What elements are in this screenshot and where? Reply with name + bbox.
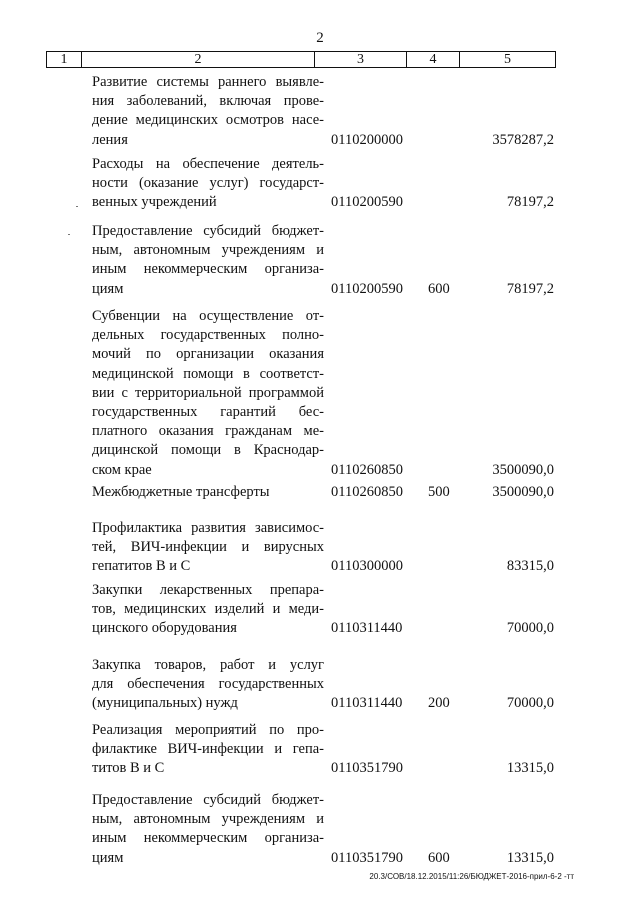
row-description-line: ности (оказание услуг) государст- <box>92 175 324 192</box>
row-description-line: ным, автономным учреждениям и <box>92 811 324 828</box>
document-footer: 20.3/СОВ/18.12.2015/11:26/БЮДЖЕТ-2016-прил-6-2 -тт <box>369 872 574 881</box>
row-target-code: 0110311440 <box>331 620 403 637</box>
row-amount: 78197,2 <box>506 280 554 297</box>
row-amount: 3578287,2 <box>492 131 554 148</box>
row-description-line: дельных государственных полно- <box>92 327 324 344</box>
row-amount: 3500090,0 <box>492 484 554 500</box>
row-description-line: платного оказания гражданам ме- <box>92 423 324 440</box>
row-amount: 78197,2 <box>506 194 554 211</box>
column-header-3: 3 <box>315 52 407 68</box>
row-description-line: циям <box>92 280 124 297</box>
row-description-line: ния заболеваний, включая прове- <box>92 93 324 110</box>
row-description-line: цинского оборудования <box>92 620 237 637</box>
row-expense-type: 500 <box>428 484 450 500</box>
row-description-line: гепатитов В и С <box>92 558 191 575</box>
column-header-4: 4 <box>407 52 460 68</box>
row-description-line: Закупка товаров, работ и услуг <box>92 657 324 673</box>
row-target-code: 0110311440 <box>331 695 403 712</box>
row-description-line: Развитие системы раннего выявле- <box>92 74 324 90</box>
row-description-line: мочий по организации оказания <box>92 346 324 363</box>
row-description-line: тов, медицинских изделий и меди- <box>92 601 324 618</box>
row-description-line: циям <box>92 849 124 866</box>
row-description-line: дицинской помощи в Краснодар- <box>92 442 324 459</box>
row-description-line: Профилактика развития зависимос- <box>92 520 324 536</box>
row-amount: 70000,0 <box>506 620 554 637</box>
row-description <box>92 721 324 779</box>
row-expense-type: 600 <box>428 280 450 297</box>
row-target-code: 0110351790 <box>331 760 403 777</box>
row-description-line: Предоставление субсидий бюджет- <box>92 792 324 808</box>
row-amount: 13315,0 <box>506 760 554 777</box>
row-expense-type: 600 <box>428 849 450 866</box>
column-header-table <box>46 51 556 68</box>
row-description-line: иным некоммерческим организа- <box>92 830 324 847</box>
row-description <box>92 155 324 213</box>
row-description-line: для обеспечения государственных <box>92 676 324 693</box>
row-target-code: 0110351790 <box>331 849 403 866</box>
row-description-line: ным, автономным учреждениям и <box>92 242 324 259</box>
row-expense-type: 200 <box>428 695 450 712</box>
row-description <box>92 791 324 868</box>
row-description-line: Субвенции на осуществление от- <box>92 308 324 324</box>
row-target-code: 0110260850 <box>331 461 403 478</box>
row-amount: 70000,0 <box>506 695 554 712</box>
row-description-line: государственных гарантий бес- <box>92 404 324 421</box>
row-description <box>92 307 324 480</box>
page-number: 2 <box>316 30 324 46</box>
column-header-2: 2 <box>82 52 315 68</box>
column-header-1: 1 <box>47 52 82 68</box>
row-description-line: Межбюджетные трансферты <box>92 484 270 500</box>
row-description-line: ском крае <box>92 461 152 478</box>
row-amount: 13315,0 <box>506 849 554 866</box>
row-description-line: медицинской помощи в соответст- <box>92 365 324 382</box>
row-description-line: филактике ВИЧ-инфекции и гепа- <box>92 741 324 758</box>
row-description-line: ления <box>92 131 128 148</box>
row-description-line: Расходы на обеспечение деятель- <box>92 156 324 172</box>
scan-speck <box>68 234 70 235</box>
row-amount: 3500090,0 <box>492 461 554 478</box>
row-description-line: иным некоммерческим организа- <box>92 261 324 278</box>
row-description-line: (муниципальных) нужд <box>92 695 238 712</box>
row-target-code: 0110200590 <box>331 280 403 297</box>
row-description <box>92 222 324 299</box>
row-description <box>92 656 324 714</box>
row-description-line: Предоставление субсидий бюджет- <box>92 223 324 239</box>
row-target-code: 0110200590 <box>331 194 403 211</box>
row-target-code: 0110260850 <box>331 484 403 500</box>
row-description <box>92 483 324 502</box>
row-description-line: тей, ВИЧ-инфекции и вирусных <box>92 539 324 556</box>
column-header-5: 5 <box>460 52 556 68</box>
row-description-line: Закупки лекарственных препара- <box>92 582 324 598</box>
row-description-line: титов В и С <box>92 760 165 777</box>
row-description-line: Реализация мероприятий по про- <box>92 722 324 738</box>
row-target-code: 0110300000 <box>331 558 403 575</box>
row-description-line: вии с территориальной программой <box>92 384 324 401</box>
row-description <box>92 73 324 150</box>
row-description <box>92 581 324 639</box>
row-target-code: 0110200000 <box>331 131 403 148</box>
scan-speck <box>76 206 78 207</box>
row-description <box>92 519 324 577</box>
row-description-line: дение медицинских осмотров насе- <box>92 112 324 129</box>
row-amount: 83315,0 <box>506 558 554 575</box>
row-description-line: венных учреждений <box>92 194 217 211</box>
